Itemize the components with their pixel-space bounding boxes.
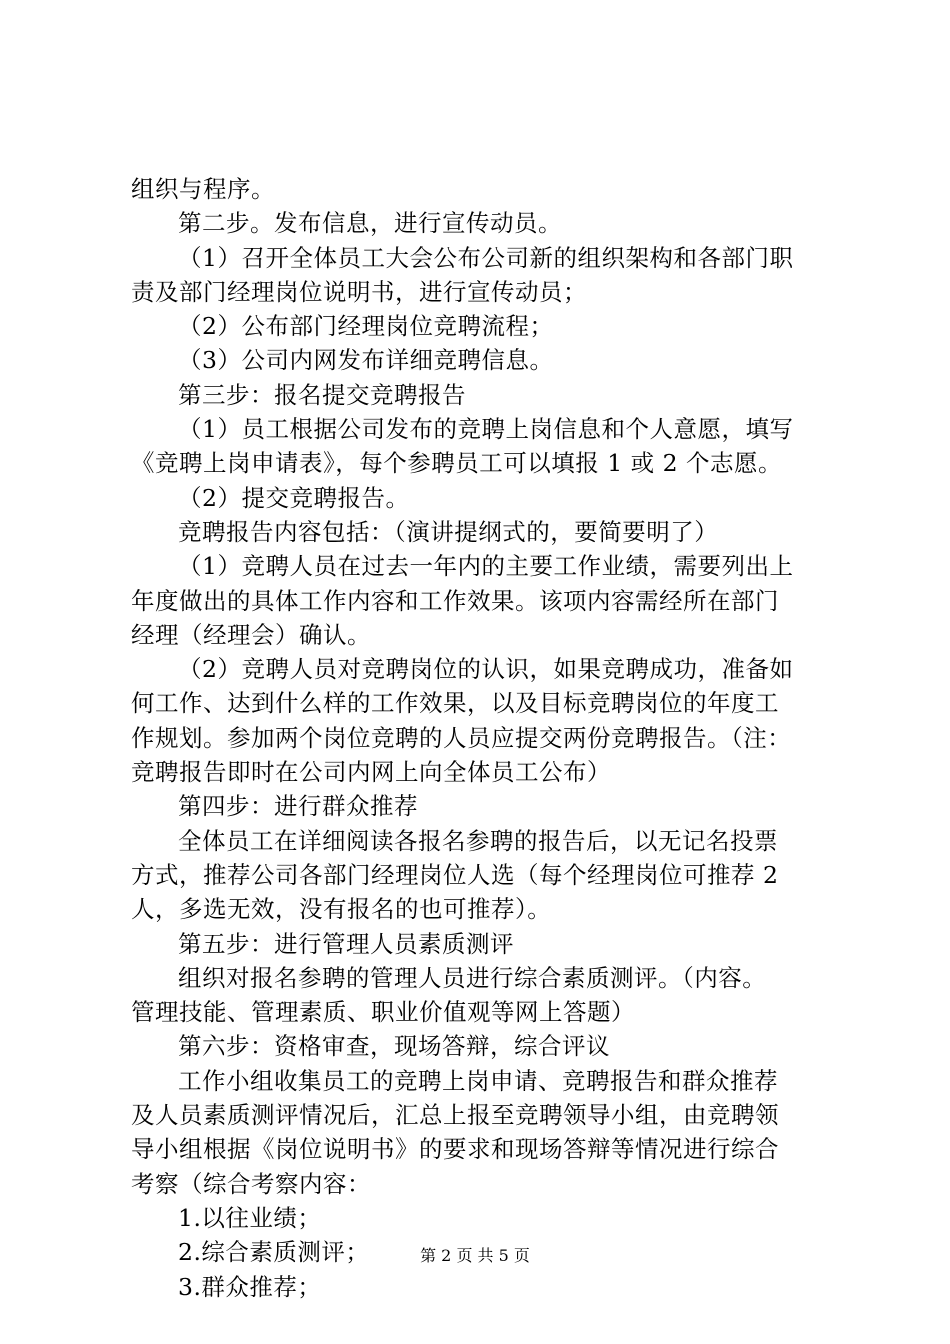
text-line: 第二步。发布信息，进行宣传动员。 — [178, 209, 562, 238]
text-line: 年度做出的具体工作内容和工作效果。该项内容需经所在部门 — [131, 586, 779, 615]
text-line: 工作小组收集员工的竞聘上岗申请、竞聘报告和群众推荐 — [178, 1066, 778, 1095]
text-line: 人，多选无效，没有报名的也可推荐）。 — [131, 895, 552, 924]
text-line: 何工作、达到什么样的工作效果，以及目标竞聘岗位的年度工 — [131, 689, 779, 718]
text-line: 方式，推荐公司各部门经理岗位人选（每个经理岗位可推荐 2 — [131, 860, 779, 889]
text-line: 竞聘报告即时在公司内网上向全体员工公布） — [131, 758, 611, 787]
text-line: （2）公布部门经理岗位竞聘流程； — [178, 312, 554, 341]
text-line: （2）提交竞聘报告。 — [178, 483, 410, 512]
text-line: 2.综合素质测评； — [178, 1238, 370, 1267]
text-line: 组织对报名参聘的管理人员进行综合素质测评。（内容。 — [178, 963, 767, 992]
text-line: （1）召开全体员工大会公布公司新的组织架构和各部门职 — [178, 243, 794, 272]
document-body — [131, 172, 831, 1304]
text-line: （1）竞聘人员在过去一年内的主要工作业绩，需要列出上 — [178, 552, 794, 581]
text-line: 全体员工在详细阅读各报名参聘的报告后，以无记名投票 — [178, 826, 778, 855]
text-line: 第六步：资格审查，现场答辩，综合评议 — [178, 1032, 610, 1061]
text-line: 责及部门经理岗位说明书，进行宣传动员； — [131, 277, 587, 306]
text-line: 竞聘报告内容包括：（演讲提纲式的，要简要明了） — [178, 517, 719, 546]
text-line: （2）竞聘人员对竞聘岗位的认识，如果竞聘成功，准备如 — [178, 655, 794, 684]
text-line: （3）公司内网发布详细竞聘信息。 — [178, 346, 554, 375]
text-line: 1.以往业绩； — [178, 1203, 322, 1232]
text-line: 组织与程序。 — [131, 175, 275, 203]
text-line: 《竞聘上岗申请表》，每个参聘员工可以填报 1 或 2 个志愿。 — [131, 449, 783, 478]
text-line: （1）员工根据公司发布的竞聘上岗信息和个人意愿，填写 — [178, 415, 794, 444]
page-footer: 第 2 页 共 5 页 — [420, 1246, 530, 1265]
text-line: 经理（经理会）确认。 — [131, 620, 371, 649]
text-line: 第四步：进行群众推荐 — [178, 792, 418, 821]
text-line: 导小组根据《岗位说明书》的要求和现场答辩等情况进行综合 — [131, 1135, 779, 1164]
text-line: 及人员素质测评情况后，汇总上报至竞聘领导小组，由竞聘领 — [131, 1101, 779, 1130]
text-line: 3.群众推荐； — [178, 1272, 322, 1301]
text-line: 作规划。参加两个岗位竞聘的人员应提交两份竞聘报告。（注： — [131, 723, 792, 752]
text-line: 第五步：进行管理人员素质测评 — [178, 929, 514, 958]
text-line: 考察（综合考察内容： — [131, 1169, 371, 1198]
text-line: 管理技能、管理素质、职业价值观等网上答题） — [131, 998, 635, 1027]
text-line: 第三步：报名提交竞聘报告 — [178, 380, 466, 409]
